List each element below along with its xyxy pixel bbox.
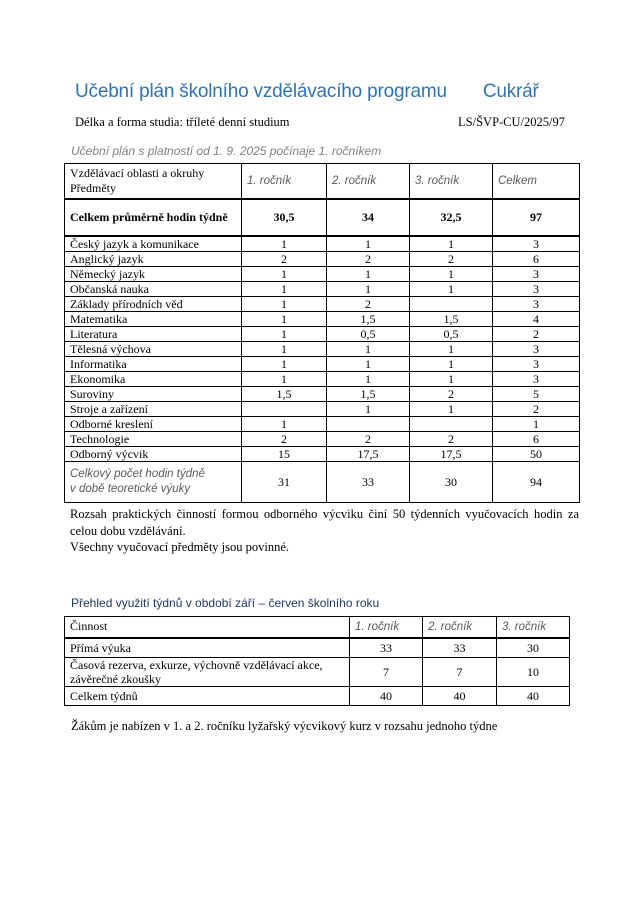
row-label-cell: Časová rezerva, exkurze, výchovně vzdělávací akce, závěrečné zkoušky xyxy=(65,657,350,686)
row-value-cell: 1 xyxy=(327,236,410,252)
row-value-cell: 3 xyxy=(493,282,580,297)
total-value-cell: 97 xyxy=(493,199,580,236)
row-value-cell: 1 xyxy=(493,417,580,432)
header-year1-cell: 1. ročník xyxy=(350,616,423,638)
row-value-cell: 1 xyxy=(242,372,327,387)
row-value-cell: 40 xyxy=(497,686,570,705)
row-value-cell: 1 xyxy=(410,282,493,297)
table-row xyxy=(65,297,580,312)
row-label-cell: Stroje a zařízení xyxy=(65,402,242,417)
weeks-table xyxy=(64,616,570,706)
row-label-cell: Český jazyk a komunikace xyxy=(65,236,242,252)
row-value-cell: 0,5 xyxy=(410,327,493,342)
header-subjects-line2: Předměty xyxy=(70,181,116,195)
page-title xyxy=(75,80,579,104)
theory-label-cell xyxy=(65,462,242,503)
row-value-cell: 10 xyxy=(497,657,570,686)
row-value-cell: 3 xyxy=(493,297,580,312)
row-label-cell: Matematika xyxy=(65,312,242,327)
row-value-cell: 3 xyxy=(493,267,580,282)
total-label-cell: Celkem průměrně hodin týdně xyxy=(65,199,242,236)
theory-value-cell: 94 xyxy=(493,462,580,503)
weekly-total-row xyxy=(65,199,580,236)
curriculum-table-body xyxy=(65,236,580,462)
row-value-cell xyxy=(410,417,493,432)
theory-label-line1: Celkový počet hodin týdně xyxy=(70,468,205,480)
row-value-cell: 1 xyxy=(327,372,410,387)
row-label-cell: Literatura xyxy=(65,327,242,342)
row-value-cell: 6 xyxy=(493,252,580,267)
table-row xyxy=(65,312,580,327)
table-row xyxy=(65,402,580,417)
row-value-cell: 2 xyxy=(242,252,327,267)
row-value-cell: 2 xyxy=(410,387,493,402)
table-row xyxy=(65,417,580,432)
subtitle-row xyxy=(75,115,565,130)
theory-value-cell: 31 xyxy=(242,462,327,503)
row-label-cell: Odborné kreslení xyxy=(65,417,242,432)
row-value-cell: 1 xyxy=(242,312,327,327)
row-value-cell: 30 xyxy=(497,638,570,658)
table-row xyxy=(65,252,580,267)
document-number: LS/ŠVP-CU/2025/97 xyxy=(458,115,565,129)
header-subjects-line1: Vzdělávací oblasti a okruhy xyxy=(70,166,205,180)
table-row xyxy=(65,686,570,705)
row-value-cell: 3 xyxy=(493,357,580,372)
weeks-header-row xyxy=(65,616,570,638)
table-row xyxy=(65,657,570,686)
row-value-cell: 50 xyxy=(493,447,580,462)
header-year3-cell: 3. ročník xyxy=(410,164,493,200)
row-value-cell: 1 xyxy=(410,267,493,282)
row-value-cell: 1 xyxy=(410,236,493,252)
table-row xyxy=(65,357,580,372)
row-value-cell: 7 xyxy=(423,657,497,686)
row-value-cell: 1 xyxy=(242,357,327,372)
row-value-cell: 1 xyxy=(410,402,493,417)
row-value-cell: 3 xyxy=(493,236,580,252)
row-label-cell: Ekonomika xyxy=(65,372,242,387)
row-value-cell: 17,5 xyxy=(410,447,493,462)
row-value-cell: 40 xyxy=(350,686,423,705)
row-value-cell: 1,5 xyxy=(410,312,493,327)
row-value-cell: 2 xyxy=(493,402,580,417)
curriculum-header-row xyxy=(65,164,580,200)
row-value-cell: 1,5 xyxy=(242,387,327,402)
row-value-cell: 15 xyxy=(242,447,327,462)
table-row xyxy=(65,282,580,297)
total-value-cell: 34 xyxy=(327,199,410,236)
row-value-cell: 2 xyxy=(327,297,410,312)
row-value-cell: 1 xyxy=(242,417,327,432)
header-activity-cell: Činnost xyxy=(65,616,350,638)
header-year2-cell: 2. ročník xyxy=(327,164,410,200)
row-label-cell: Technologie xyxy=(65,432,242,447)
row-label-cell: Suroviny xyxy=(65,387,242,402)
weeks-table-body xyxy=(65,638,570,706)
row-value-cell: 17,5 xyxy=(327,447,410,462)
row-value-cell: 5 xyxy=(493,387,580,402)
row-value-cell: 1 xyxy=(242,267,327,282)
row-value-cell: 1 xyxy=(242,282,327,297)
row-value-cell: 7 xyxy=(350,657,423,686)
row-label-cell: Německý jazyk xyxy=(65,267,242,282)
table-row xyxy=(65,236,580,252)
row-value-cell: 1 xyxy=(327,342,410,357)
header-subjects-cell xyxy=(65,164,242,200)
row-label-cell: Základy přírodních věd xyxy=(65,297,242,312)
row-label-cell: Celkem týdnů xyxy=(65,686,350,705)
row-value-cell: 33 xyxy=(350,638,423,658)
row-value-cell: 6 xyxy=(493,432,580,447)
row-value-cell: 0,5 xyxy=(327,327,410,342)
row-value-cell: 1 xyxy=(327,357,410,372)
table-row xyxy=(65,447,580,462)
theory-value-cell: 30 xyxy=(410,462,493,503)
notes-block xyxy=(70,506,579,556)
row-value-cell: 1 xyxy=(327,282,410,297)
row-value-cell: 1 xyxy=(242,297,327,312)
curriculum-section-heading: Učební plán s platností od 1. 9. 2025 počínaje 1. ročníkem xyxy=(71,144,382,158)
table-row xyxy=(65,342,580,357)
table-row xyxy=(65,387,580,402)
table-row xyxy=(65,432,580,447)
row-value-cell: 1 xyxy=(242,236,327,252)
row-value-cell: 1 xyxy=(410,372,493,387)
row-value-cell: 1 xyxy=(410,357,493,372)
row-value-cell: 33 xyxy=(423,638,497,658)
table-row xyxy=(65,638,570,658)
row-label-cell: Občanská nauka xyxy=(65,282,242,297)
row-value-cell: 3 xyxy=(493,342,580,357)
row-label-cell: Anglický jazyk xyxy=(65,252,242,267)
table-row xyxy=(65,327,580,342)
header-year2-cell: 2. ročník xyxy=(423,616,497,638)
header-year1-cell: 1. ročník xyxy=(242,164,327,200)
row-value-cell: 2 xyxy=(410,252,493,267)
row-value-cell: 1 xyxy=(242,342,327,357)
row-value-cell xyxy=(327,417,410,432)
row-label-cell: Přímá výuka xyxy=(65,638,350,658)
row-value-cell xyxy=(410,297,493,312)
title-program-text: Učební plán školního vzdělávacího programu xyxy=(75,81,447,102)
total-value-cell: 30,5 xyxy=(242,199,327,236)
row-value-cell: 4 xyxy=(493,312,580,327)
row-label-cell: Tělesná výchova xyxy=(65,342,242,357)
row-label-cell: Informatika xyxy=(65,357,242,372)
row-value-cell: 3 xyxy=(493,372,580,387)
row-value-cell: 40 xyxy=(423,686,497,705)
row-value-cell: 2 xyxy=(327,432,410,447)
table-row xyxy=(65,267,580,282)
row-value-cell: 1 xyxy=(327,402,410,417)
theory-total-row xyxy=(65,462,580,503)
row-value-cell: 2 xyxy=(410,432,493,447)
row-label-cell: Odborný výcvik xyxy=(65,447,242,462)
theory-value-cell: 33 xyxy=(327,462,410,503)
theory-label-line2: v době teoretické výuky xyxy=(70,483,191,495)
row-value-cell xyxy=(242,402,327,417)
row-value-cell: 1,5 xyxy=(327,312,410,327)
weeks-section-heading: Přehled využití týdnů v období září – červen školního roku xyxy=(71,595,380,610)
row-value-cell: 1 xyxy=(410,342,493,357)
ski-course-note: Žákům je nabízen v 1. a 2. ročníku lyžařský výcvikový kurz v rozsahu jednoho týdne xyxy=(71,718,498,733)
total-value-cell: 32,5 xyxy=(410,199,493,236)
header-total-cell: Celkem xyxy=(493,164,580,200)
study-form-text: Délka a forma studia: tříleté denní studium xyxy=(75,115,290,129)
title-profession-text: Cukrář xyxy=(482,81,539,102)
row-value-cell: 1,5 xyxy=(327,387,410,402)
curriculum-table xyxy=(64,163,580,503)
table-row xyxy=(65,372,580,387)
row-value-cell: 2 xyxy=(327,252,410,267)
compulsory-subjects-note: Všechny vyučovací předměty jsou povinné. xyxy=(70,540,290,554)
header-year3-cell: 3. ročník xyxy=(497,616,570,638)
row-value-cell: 1 xyxy=(242,327,327,342)
row-value-cell: 2 xyxy=(242,432,327,447)
row-value-cell: 2 xyxy=(493,327,580,342)
practical-training-note: Rozsah praktických činností formou odborného výcviku činí 50 týdenních vyučovacích hodin za celou dobu vzdělávání. xyxy=(70,507,579,538)
row-value-cell: 1 xyxy=(327,267,410,282)
